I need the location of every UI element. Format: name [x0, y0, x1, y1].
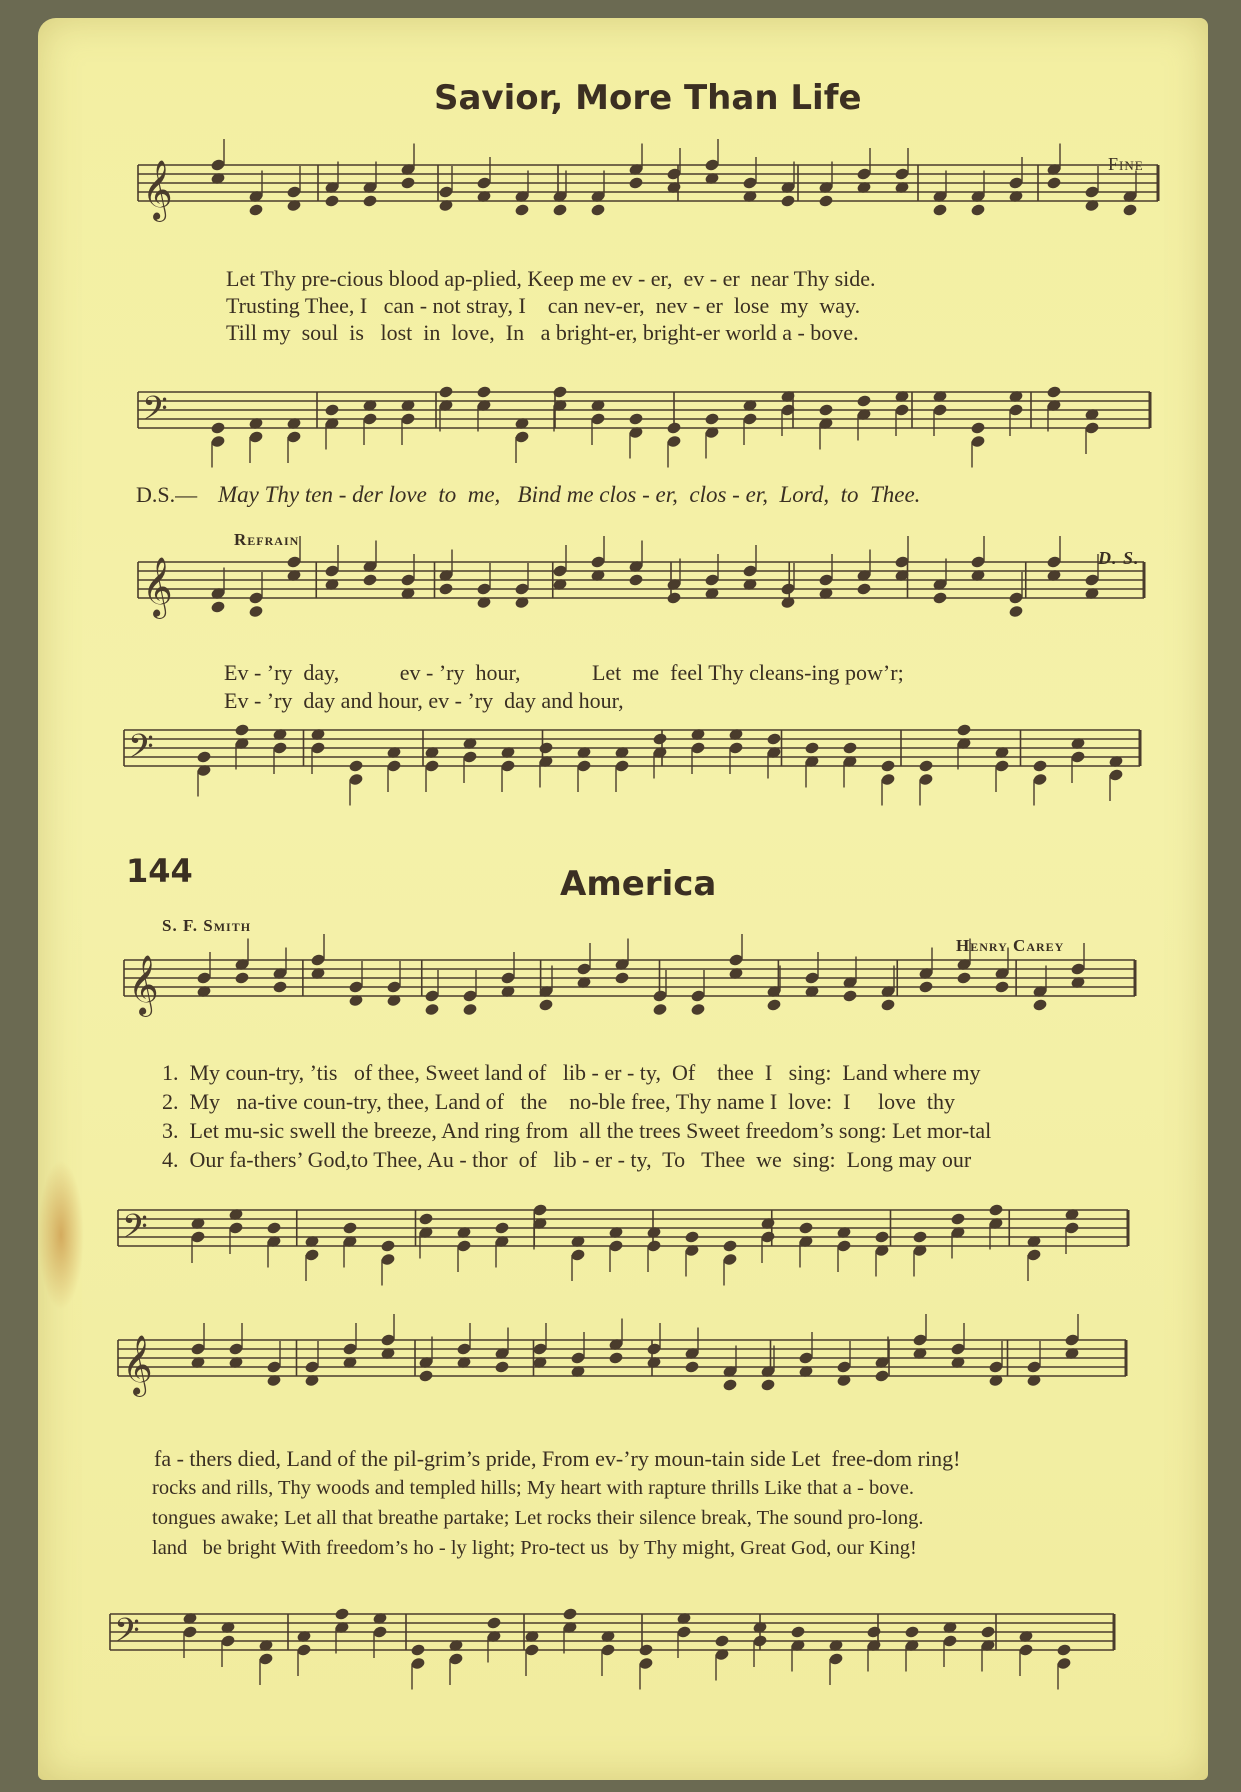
- hymn-number: 144: [126, 852, 193, 890]
- svg-text:𝄞: 𝄞: [122, 1335, 153, 1395]
- america-verse-3b: tongues awake; Let all that breathe partake; Let rocks their silence break, The sound pro-long.: [152, 1507, 924, 1529]
- america-verse-4a: 4. Our fa-thers’ God,to Thee, Au - thor of lib - er - ty, To Thee we sing: Long may our: [162, 1147, 972, 1172]
- svg-text:𝄢: 𝄢: [128, 728, 154, 774]
- verse-line-3: Till my soul is lost in love, In a bright-er, bright-er world a - bove.: [226, 320, 859, 345]
- ds-mark: D. S.: [1098, 548, 1140, 568]
- america-verse-2b: rocks and rills, Thy woods and templed hills; My heart with rapture thrills Like that a - bove.: [152, 1477, 914, 1499]
- refrain-line-1: Ev - ’ry day, ev - ’ry hour, Let me feel Thy cleans-ing pow’r;: [224, 660, 904, 685]
- ds-line: May Thy ten - der love to me, Bind me clos - er, clos - er, Lord, to Thee.: [218, 482, 921, 507]
- hymn-title-america: America: [560, 864, 717, 904]
- hymn-title-savior: Savior, More Than Life: [434, 78, 862, 118]
- svg-text:𝄢: 𝄢: [122, 1208, 148, 1254]
- america-verse-4b: land be bright With freedom’s ho - ly light; Pro-tect us by Thy might, Great God, our King!: [152, 1537, 917, 1559]
- composer-credit: Henry Carey: [956, 936, 1065, 955]
- svg-text:𝄞: 𝄞: [142, 557, 173, 617]
- svg-text:𝄢: 𝄢: [142, 390, 168, 436]
- fine-mark: Fine: [1108, 154, 1144, 174]
- ds-prefix: D.S.—: [136, 482, 198, 507]
- svg-text:𝄢: 𝄢: [114, 1612, 140, 1658]
- refrain-line-2: Ev - ’ry day and hour, ev - ’ry day and hour,: [224, 688, 624, 713]
- verse-line-1: Let Thy pre-cious blood ap-plied, Keep me ev - er, ev - er near Thy side.: [226, 266, 876, 291]
- svg-text:𝄞: 𝄞: [128, 955, 159, 1015]
- refrain-label: Refrain: [234, 530, 300, 549]
- america-verse-1b: fa - thers died, Land of the pil-grim’s pride, From ev-’ry moun-tain side Let free-dom ring!: [154, 1446, 961, 1471]
- svg-text:𝄞: 𝄞: [142, 160, 173, 220]
- america-verse-2a: 2. My na-tive coun-try, thee, Land of the no-ble free, Thy name I love: I love thy: [162, 1089, 955, 1114]
- america-verse-1a: 1. My coun-try, ’tis of thee, Sweet land of lib - er - ty, Of thee I sing: Land where my: [162, 1060, 981, 1085]
- america-verse-3a: 3. Let mu-sic swell the breeze, And ring from all the trees Sweet freedom’s song: Let mor-tal: [162, 1118, 992, 1143]
- verse-line-2: Trusting Thee, I can - not stray, I can nev-er, nev - er lose my way.: [226, 293, 861, 318]
- author-credit: S. F. Smith: [162, 916, 252, 935]
